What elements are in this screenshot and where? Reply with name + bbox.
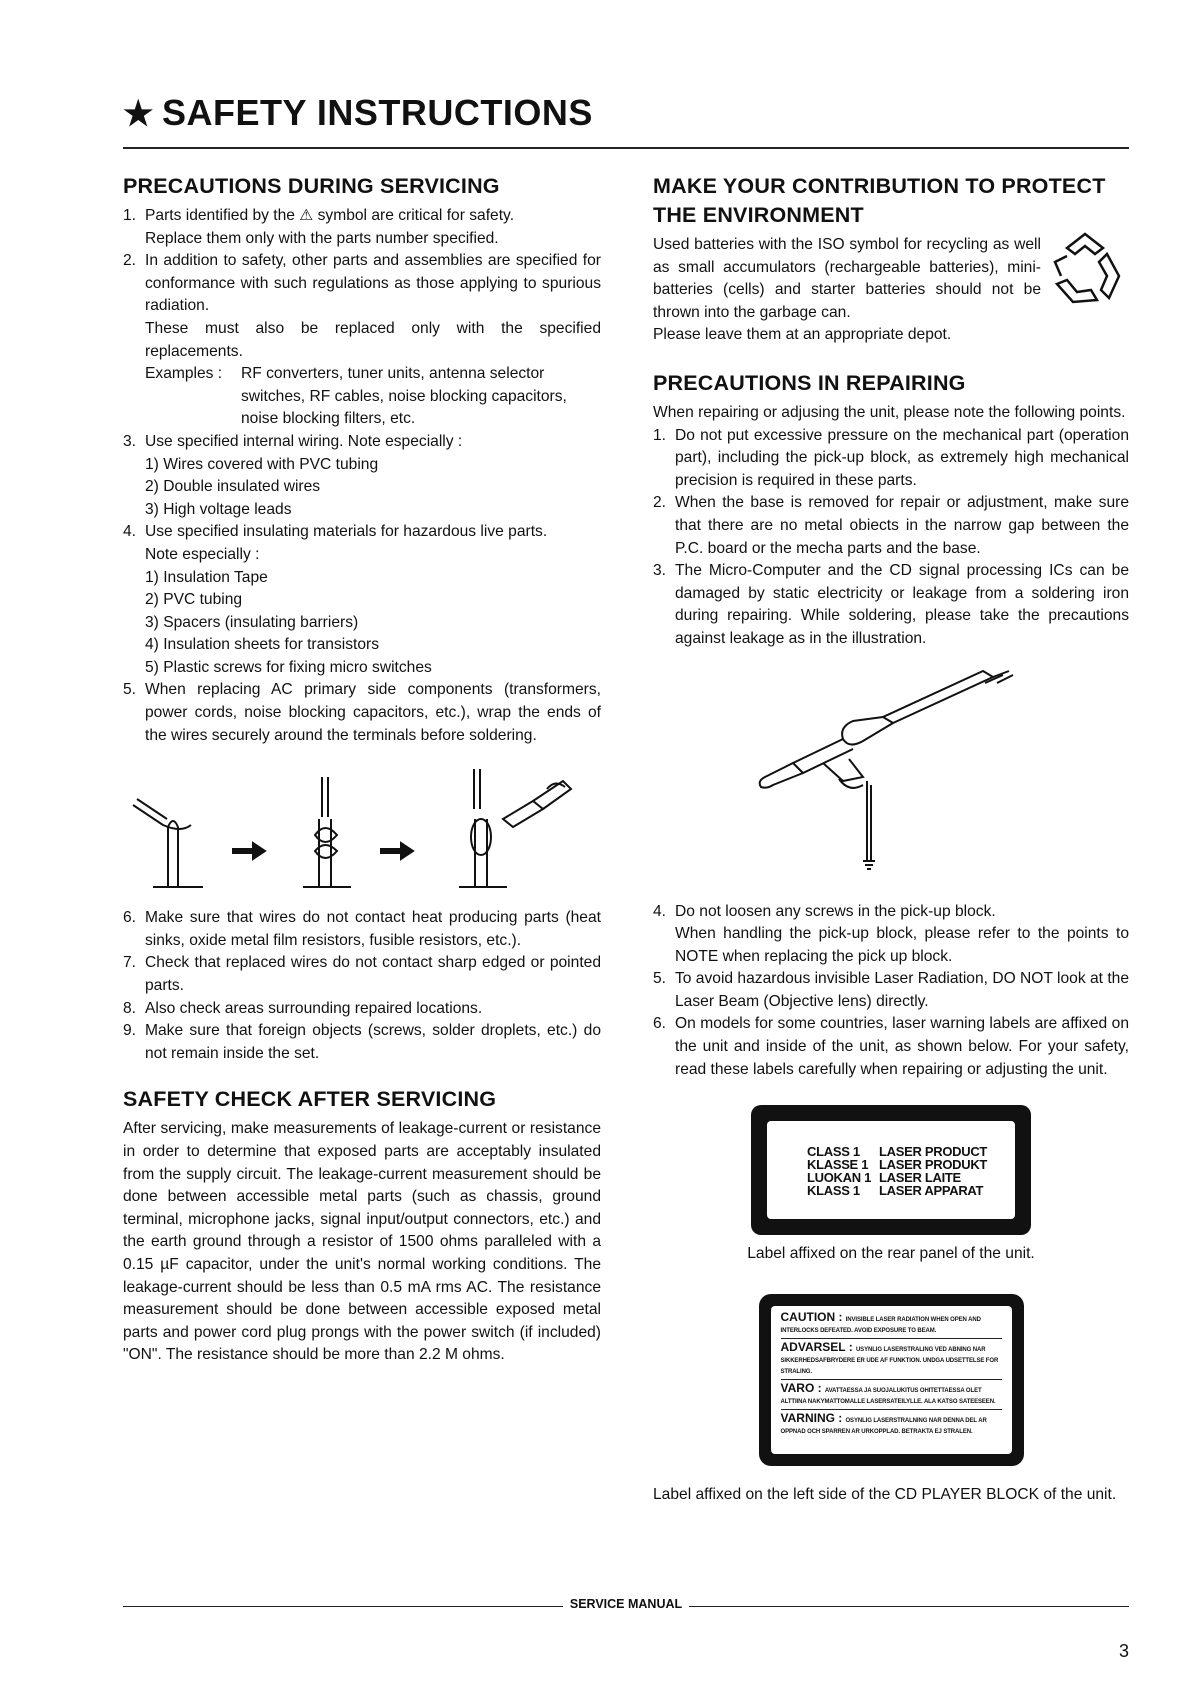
sub-item: 5) Plastic screws for fixing micro switches (145, 658, 432, 676)
item-number: 5. (653, 970, 667, 988)
list-item (123, 952, 601, 997)
page-number: 3 (1118, 1641, 1129, 1661)
footer-text-wrap (123, 1597, 1129, 1611)
environment-heading: MAKE YOUR CONTRIBUTION TO PROTECT THE ENVIRONMENT (653, 174, 1106, 227)
laser-caution-label-inner (771, 1306, 1012, 1454)
laser-class-label (751, 1105, 1031, 1235)
wire-wrap-illustration (123, 759, 601, 899)
sub-item: 1) Wires covered with PVC tubing (145, 455, 379, 473)
list-item (653, 560, 1129, 650)
item-text: When the base is removed for repair or adjustment, make sure that there are no metal obiects in the narrow gap between the P.C. board or the mecha parts and the base. (675, 494, 1129, 557)
label-product: LASER APPARAT (879, 1183, 984, 1199)
label2-caption: Label affixed on the left side of the CD PLAYER BLOCK of the unit. (653, 1485, 1117, 1503)
label1-caption: Label affixed on the rear panel of the unit. (747, 1245, 1035, 1263)
servicing-heading: PRECAUTIONS DURING SERVICING (123, 174, 500, 198)
examples-text: RF converters, tuner units, antenna selector switches, RF cables, noise blocking capacitors, noise blocking filters, etc. (241, 365, 567, 428)
label-product: LASER PRODUKT (879, 1157, 988, 1173)
sub-item: 1) Insulation Tape (145, 568, 268, 586)
environment-section (653, 172, 1129, 347)
caution-text: OSYNLIG LASERSTRALNING NAR DENNA DEL AR OPPNAD OCH SPARREN AR URKOPPLAD. BETRAKTA EJ STRALEN. (780, 1417, 987, 1435)
item-number: 2. (123, 252, 137, 270)
label-class: KLASSE 1 (807, 1157, 869, 1173)
item-number: 6. (123, 909, 137, 927)
caution-text: AVATTAESSA JA SUOJALUKITUS OHITETTAESSA OLET ALTTIINA NAKYMATTOMALLE LASERSATEILYLLE. ALA KATSO SATEESEEN. (780, 1387, 996, 1405)
caution-head: VARNING : (780, 1410, 843, 1425)
environment-text-2: Please leave them at an appropriate depot. (653, 326, 952, 344)
item-text: The Micro-Computer and the CD signal processing ICs can be damaged by static electricity or leakage from a soldering iron during repairing. While soldering, please take the precautions against leakage as in the illustration. (675, 562, 1129, 647)
caution-block (780, 1339, 1002, 1380)
list-item (123, 998, 601, 1021)
list-item (653, 968, 1129, 1013)
caution-head: VARO : (780, 1380, 822, 1395)
item-text: Use specified insulating materials for hazardous live parts. (145, 523, 548, 541)
label-class: CLASS 1 (807, 1144, 860, 1160)
soldering-iron-illustration (653, 661, 1129, 891)
list-item (123, 679, 601, 747)
item-text: When replacing AC primary side components (transformers, power cords, noise blocking capacitors, etc.), wrap the ends of the wires securely around the terminals before soldering. (145, 681, 601, 744)
sub-item: 2) Double insulated wires (145, 478, 321, 496)
item-text: Replace them only with the parts number specified. (145, 229, 499, 247)
item-text: On models for some countries, laser warning labels are affixed on the unit and inside of the unit, as shown below. For your safety, read these labels carefully when repairing or adjusting the unit. (675, 1015, 1129, 1078)
list-item (653, 425, 1129, 493)
list-item (653, 1013, 1129, 1081)
laser-caution-label (759, 1294, 1024, 1466)
sub-list (123, 454, 601, 522)
repairing-heading: PRECAUTIONS IN REPAIRING (653, 370, 966, 395)
caution-head: ADVARSEL : (780, 1339, 853, 1354)
sub-item: 2) PVC tubing (145, 591, 243, 609)
list-item (123, 205, 601, 250)
item-number: 5. (123, 681, 137, 699)
label-row (807, 1184, 1015, 1197)
sub-item: 3) High voltage leads (145, 500, 292, 518)
wire-wrap-svg (123, 759, 601, 899)
list-item (653, 901, 1129, 969)
title-rule (123, 147, 1129, 149)
soldering-iron-svg (653, 661, 1129, 891)
item-text: Use specified internal wiring. Note especially : (145, 432, 463, 450)
item-number: 8. (123, 999, 137, 1017)
right-column (653, 172, 1129, 1506)
footer-text: SERVICE MANUAL (564, 1597, 688, 1611)
label-class: KLASS 1 (807, 1183, 860, 1199)
item-text: When handling the pick-up block, please refer to the points to NOTE when replacing the pick up block. (675, 925, 1129, 965)
label-product: LASER PRODUCT (879, 1144, 988, 1160)
list-item (123, 907, 601, 952)
page-title (123, 92, 593, 134)
item-text: Do not put excessive pressure on the mechanical part (operation part), including the pick-up block, as extremely high mechanical precision is required in these parts. (675, 426, 1129, 489)
item-number: 4. (653, 902, 667, 920)
item-number: 1. (653, 426, 667, 444)
caution-text: INVISIBLE LASER RADIATION WHEN OPEN AND INTERLOCKS DEFEATED. AVOID EXPOSURE TO BEAM. (780, 1316, 981, 1334)
caution-block (780, 1410, 1002, 1439)
caution-block (780, 1309, 1002, 1339)
left-column (123, 172, 601, 1367)
examples-label: Examples : (145, 365, 223, 383)
item-number: 9. (123, 1022, 137, 1040)
examples (123, 363, 601, 431)
item-number: 7. (123, 954, 137, 972)
item-text: To avoid hazardous invisible Laser Radiation, DO NOT look at the Laser Beam (Objective lens) directly. (675, 970, 1129, 1010)
page-title-text: SAFETY INSTRUCTIONS (161, 92, 593, 133)
star-icon: ★ (123, 95, 154, 133)
caution-text: USYNLIG LASERSTRALING VED ABNING NAR SIKKERHEDSAFBRYDERE ER UDE AF FUNKTION. UNDGA UDSETTELSE FOR STRALING. (780, 1346, 999, 1375)
item-number: 3. (123, 432, 137, 450)
item-number: 6. (653, 1015, 667, 1033)
laser-class-label-inner (767, 1121, 1015, 1219)
item-text: Make sure that wires do not contact heat producing parts (heat sinks, oxide metal film resistors, fusible resistors, etc.). (145, 909, 601, 949)
list-item (123, 521, 601, 566)
item-text: These must also be replaced only with the specified replacements. (145, 319, 601, 360)
item-number: 1. (123, 207, 137, 224)
sub-item: 4) Insulation sheets for transistors (145, 636, 380, 654)
sub-list (123, 567, 601, 680)
list-item (123, 250, 601, 363)
item-number: 4. (123, 523, 137, 541)
caution-head: CAUTION : (780, 1309, 843, 1324)
item-text: Check that replaced wires do not contact sharp edged or pointed parts. (145, 954, 601, 995)
list-item (123, 431, 601, 454)
list-item (653, 492, 1129, 560)
item-note: Note especially : (145, 545, 260, 563)
label-product: LASER LAITE (879, 1170, 961, 1186)
item-text: Make sure that foreign objects (screws, solder droplets, etc.) do not remain inside the set. (145, 1022, 601, 1062)
caution-block (780, 1380, 1002, 1410)
footer (123, 1596, 1129, 1616)
environment-text: Used batteries with the ISO symbol for recycling as well as small accumulators (rechargeable batteries), mini-batteries (cells) and starter batteries should not be thrown into the garbage can. (653, 236, 1041, 321)
safety-check-text: After servicing, make measurements of leakage-current or resistance in order to determine that exposed parts are acceptably insulated from the supply circuit. The leakage-current measurement should be done between accessible metal parts (such as chassis, ground terminal, microphone jacks, signal input/output connectors, etc.) and the earth ground through a resistor of 1500 ohms paralleled with a 0.15 µF capacitor, under the unit's normal working conditions. The leakage-current should be less than 0.5 mA rms AC. The resistance measurement should be done between accessible exposed metal parts and power cord plug prongs with the power switch (if included) "ON". The resistance should be more than 2.2 M ohms. (123, 1120, 601, 1364)
list-item (123, 1020, 601, 1065)
recycle-icon (1045, 228, 1127, 310)
item-text: Also check areas surrounding repaired locations. (145, 999, 483, 1017)
item-number: 3. (653, 562, 667, 580)
item-number: 2. (653, 494, 667, 512)
sub-item: 3) Spacers (insulating barriers) (145, 613, 359, 631)
label-class: LUOKAN 1 (807, 1170, 872, 1186)
item-text: In addition to safety, other parts and assemblies are specified for conformance with such regulations as those applying to spurious radiation. (145, 252, 601, 315)
repairing-intro: When repairing or adjusing the unit, please note the following points. (653, 403, 1126, 421)
item-text: Do not loosen any screws in the pick-up block. (675, 902, 996, 920)
item-text: Parts identified by the ⚠ symbol are critical for safety. (145, 207, 515, 224)
safety-check-heading: SAFETY CHECK AFTER SERVICING (123, 1087, 497, 1112)
